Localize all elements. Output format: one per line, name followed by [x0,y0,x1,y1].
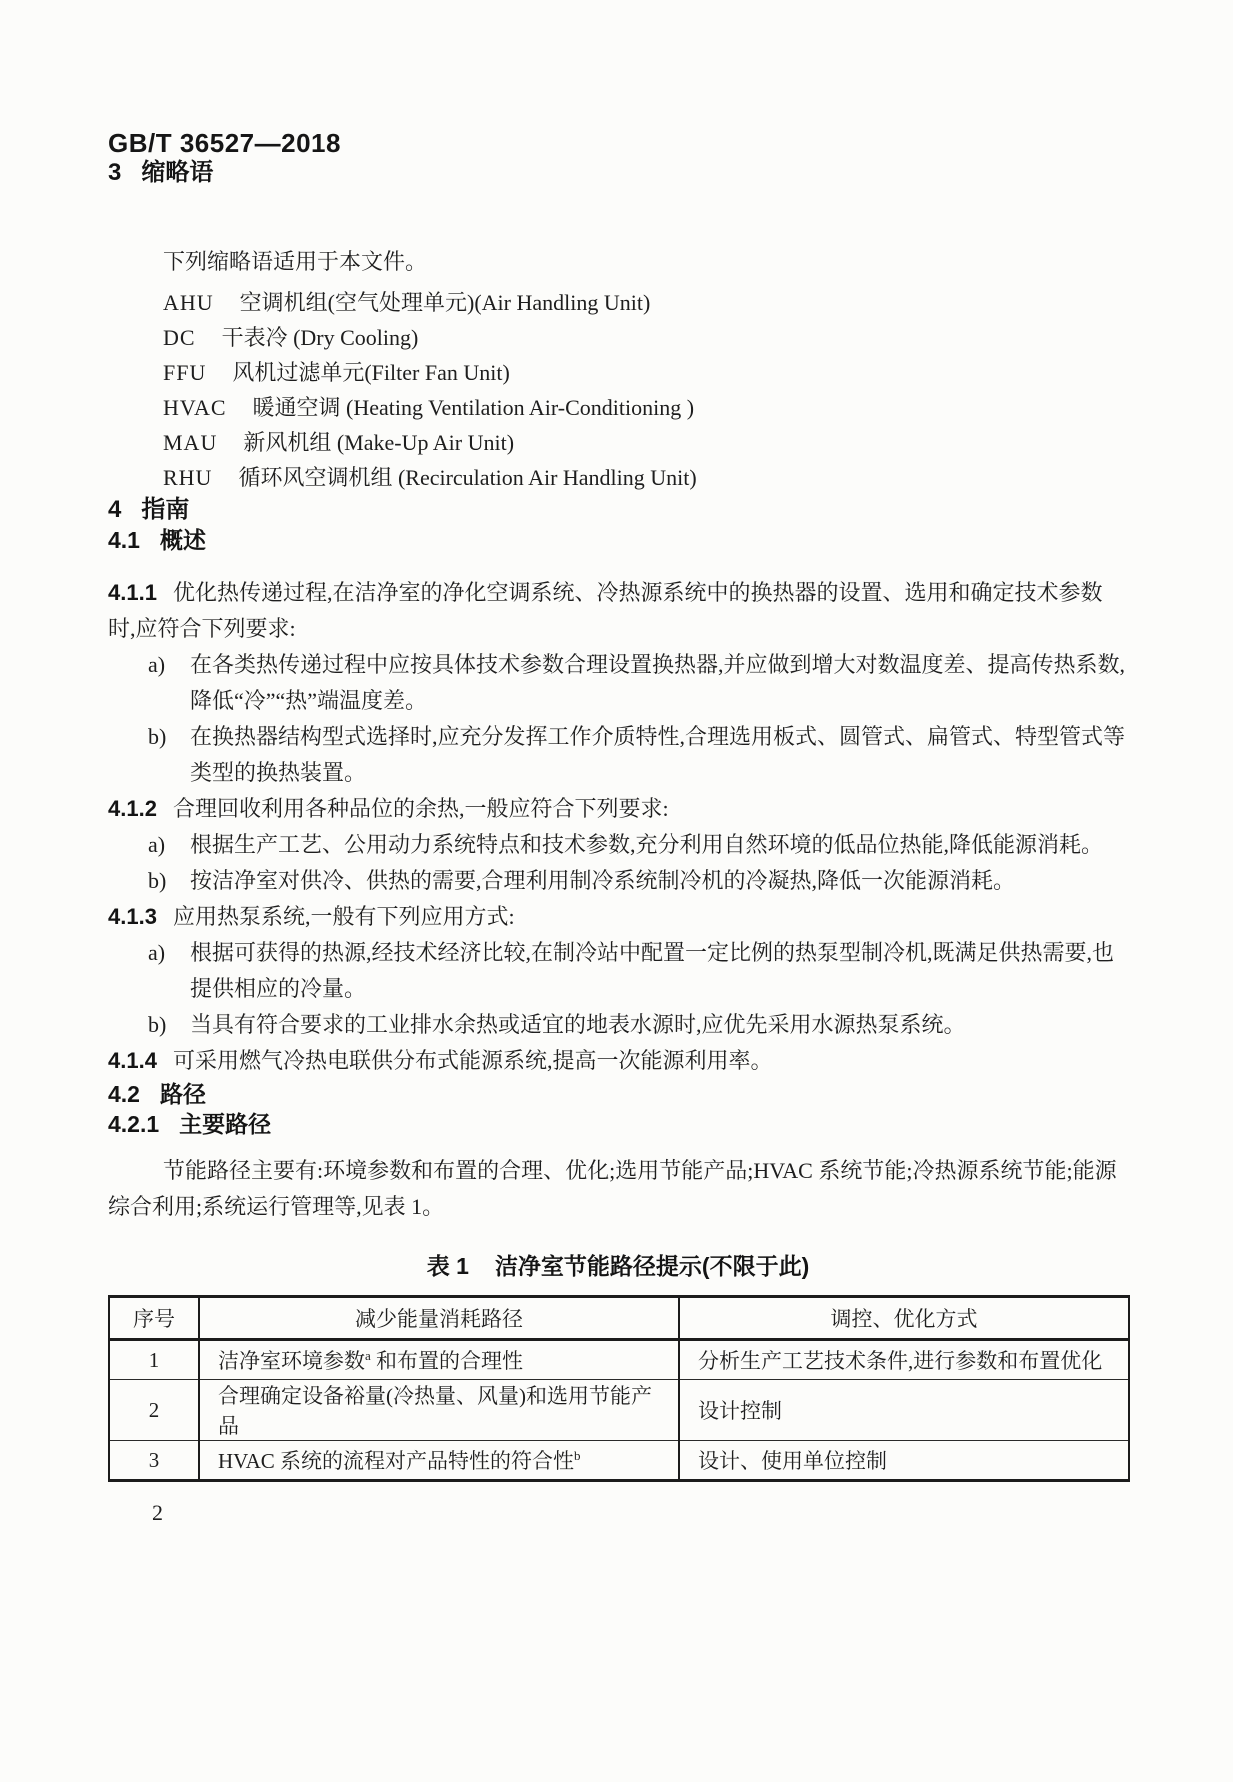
table-caption-text: 洁净室节能路径提示(不限于此) [494,1253,810,1279]
cell-method: 设计、使用单位控制 [679,1441,1129,1481]
list-label: b) [148,868,167,893]
abbreviation-row [108,285,1128,320]
cell-index: 2 [109,1380,199,1441]
list-item-b [148,719,1128,791]
abbreviation-row [108,460,1128,495]
clause-4-1-4 [108,1043,1128,1079]
abbr-key: HVAC [163,395,227,420]
list-label: a) [148,652,166,677]
section-heading-4 [108,495,1128,525]
section-number: 4.2.1 [108,1111,160,1137]
list-text: 在换热器结构型式选择时,应充分发挥工作介质特性,合理选用板式、圆管式、扁管式、特型管式等类型的换热装置。 [190,724,1126,785]
list-item-b [148,1007,1128,1043]
list-item-a [148,827,1128,863]
list-text: 根据可获得的热源,经技术经济比较,在制冷站中配置一定比例的热泵型制冷机,既满足供热需要,也提供相应的冷量。 [190,940,1115,1001]
section-title: 缩略语 [141,159,214,186]
abbr-def: 干表冷 (Dry Cooling) [221,325,419,350]
section-number: 4.1 [108,527,140,553]
abbr-key: MAU [163,430,218,455]
clause-4-1-2 [108,791,1128,827]
abbr-key: FFU [163,360,207,385]
list-label: a) [148,940,166,965]
cell-path-text: 洁净室环境参数 [218,1349,365,1373]
abbreviation-row [108,355,1128,390]
abbr-def: 暖通空调 (Heating Ventilation Air-Conditioning ) [252,395,695,420]
clause-number: 4.1.4 [108,1048,157,1073]
abbr-intro: 下列缩略语适用于本文件。 [163,249,428,274]
list-label: a) [148,832,166,857]
abbr-key: DC [163,325,196,350]
cell-path [199,1340,679,1380]
abbr-key: AHU [163,290,214,315]
section-heading-4-2-1 [108,1109,1128,1139]
list-item-b [148,863,1128,899]
table-row [109,1340,1129,1380]
col-header-method: 调控、优化方式 [679,1297,1129,1340]
clause-4-1-3 [108,899,1128,935]
clause-number: 4.1.3 [108,904,157,929]
abbreviation-row [108,390,1128,425]
list-item-a [148,935,1128,1007]
clause-text: 可采用燃气冷热电联供分布式能源系统,提高一次能源利用率。 [172,1048,773,1073]
table-caption-label: 表 1 [426,1253,469,1279]
footnote-ref: b [574,1448,581,1463]
list-label: b) [148,1012,167,1037]
cell-path [199,1441,679,1481]
abbr-def: 空调机组(空气处理单元)(Air Handling Unit) [239,290,651,315]
section-title: 主要路径 [179,1111,272,1137]
section-title: 路径 [159,1081,206,1107]
cell-index: 3 [109,1441,199,1481]
page-number: 2 [152,1500,163,1525]
section-number: 3 [108,159,122,186]
energy-saving-path-table [108,1295,1130,1482]
clause-text: 优化热传递过程,在洁净室的净化空调系统、冷热源系统中的换热器的设置、选用和确定技术参数时,应符合下列要求: [108,580,1103,641]
clause-number: 4.1.2 [108,796,157,821]
cell-method: 设计控制 [679,1380,1129,1441]
list-item-a [148,647,1128,719]
cell-path [199,1380,679,1441]
paragraph-4-2-1: 节能路径主要有:环境参数和布置的合理、优化;选用节能产品;HVAC 系统节能;冷热源系统节能;能源综合利用;系统运行管理等,见表 1。 [108,1158,1117,1219]
section-number: 4 [108,496,122,523]
list-text: 根据生产工艺、公用动力系统特点和技术参数,充分利用自然环境的低品位热能,降低能源消耗。 [190,832,1104,857]
abbr-def: 新风机组 (Make-Up Air Unit) [243,430,515,455]
table-header-row [109,1297,1129,1340]
abbr-def: 循环风空调机组 (Recirculation Air Handling Unit) [238,465,697,490]
abbr-def: 风机过滤单元(Filter Fan Unit) [232,360,510,385]
section-title: 指南 [141,496,190,523]
clause-4-1-1 [108,575,1128,647]
table-caption [108,1251,1128,1281]
table-row [109,1380,1129,1441]
doc-code: GB/T 36527—2018 [108,128,341,158]
abbreviation-row [108,425,1128,460]
section-number: 4.2 [108,1081,140,1107]
list-label: b) [148,724,167,749]
clause-text: 应用热泵系统,一般有下列应用方式: [172,904,515,929]
list-text: 按洁净室对供冷、供热的需要,合理利用制冷系统制冷机的冷凝热,降低一次能源消耗。 [190,868,1016,893]
section-heading-3 [108,158,1128,188]
cell-path-text: 合理确定设备裕量(冷热量、风量)和选用节能产品 [218,1384,652,1438]
list-text: 在各类热传递过程中应按具体技术参数合理设置换热器,并应做到增大对数温度差、提高传热系数,降低“冷”“热”端温度差。 [190,652,1126,713]
cell-method: 分析生产工艺技术条件,进行参数和布置优化 [679,1340,1129,1380]
abbreviation-list [108,285,1128,495]
footnote-ref: a [365,1348,371,1363]
section-heading-4-2 [108,1079,1128,1109]
abbreviation-row [108,320,1128,355]
list-text: 当具有符合要求的工业排水余热或适宜的地表水源时,应优先采用水源热泵系统。 [190,1012,966,1037]
clause-number: 4.1.1 [108,580,157,605]
cell-path-text: HVAC 系统的流程对产品特性的符合性 [218,1449,575,1473]
section-title: 概述 [159,527,206,553]
section-heading-4-1 [108,525,1128,555]
col-header-index: 序号 [109,1297,199,1340]
col-header-path: 减少能量消耗路径 [199,1297,679,1340]
abbr-key: RHU [163,465,213,490]
table-row [109,1441,1129,1481]
cell-index: 1 [109,1340,199,1380]
cell-path-text: 和布置的合理性 [370,1349,524,1373]
clause-text: 合理回收利用各种品位的余热,一般应符合下列要求: [172,796,669,821]
